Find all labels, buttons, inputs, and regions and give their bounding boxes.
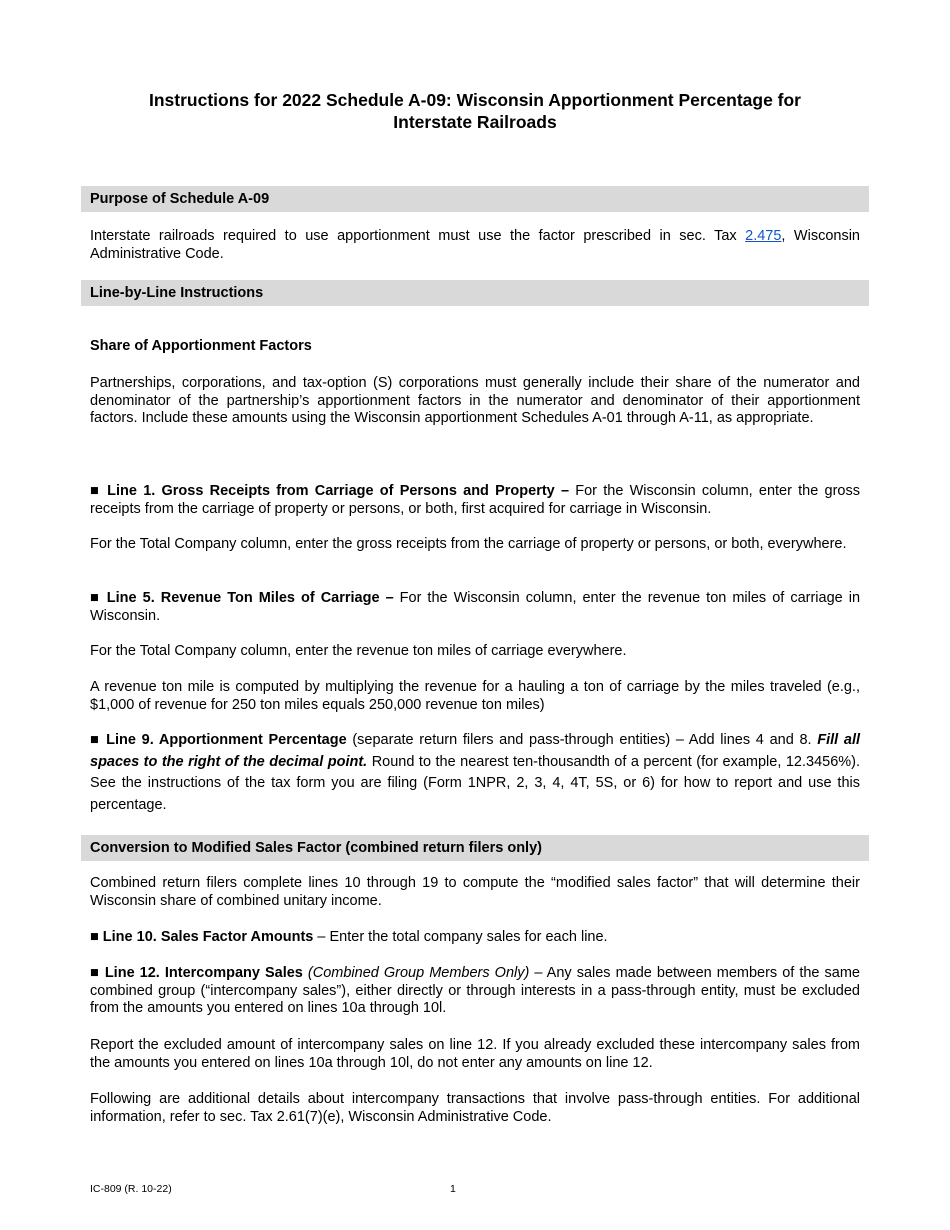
line9-label: Line 9. Apportionment Percentage — [106, 732, 347, 748]
title-line-2: Interstate Railroads — [393, 112, 557, 132]
purpose-paragraph: Interstate railroads required to use apportionment must use the factor prescribed in sec. Tax 2.475, Wisconsin Administrative Code. — [90, 228, 860, 262]
line10-paragraph: ■ Line 10. Sales Factor Amounts – Enter the total company sales for each line. — [90, 929, 608, 945]
line10-label: Line 10. Sales Factor Amounts — [102, 929, 314, 945]
section-heading-line-by-line: Line-by-Line Instructions — [81, 280, 869, 306]
line9-paragraph: ■ Line 9. Apportionment Percentage (separate return filers and pass-through entities) – Add lines 4 and 8. Fill all spaces to the right of the decimal point. Round to the nearest ten-thousandth of a percent (for example, 12.3456%). See the instructions of the tax form you are filing (Form 1NPR, 2, 3, 4, 4T, 5S, or 6) for how to report and use this percentage. — [90, 732, 861, 813]
line12-paragraph: ■ Line 12. Intercompany Sales (Combined Group Members Only) – Any sales made between members of the same combined group (“intercompany sales”), either directly or through interests in a pass-through entity, must be excluded from the amounts you entered on lines 10a through 10l. — [90, 965, 860, 1017]
page-number: 1 — [450, 1183, 456, 1195]
form-id: IC-809 (R. 10-22) — [90, 1183, 172, 1195]
bullet-icon: ■ — [90, 732, 101, 748]
tax-2475-link[interactable]: 2.475 — [745, 228, 782, 244]
share-factors-heading: Share of Apportionment Factors — [90, 338, 312, 354]
bullet-icon: ■ — [90, 965, 100, 981]
ton-mile-paragraph: A revenue ton mile is computed by multiplying the revenue for a hauling a ton of carriage by the miles traveled (e.g., $1,000 of revenue for 250 ton miles equals 250,000 revenue ton miles) — [90, 679, 860, 713]
section-heading-purpose: Purpose of Schedule A-09 — [81, 186, 869, 212]
line12-label: Line 12. Intercompany Sales — [104, 965, 303, 981]
title-line-1: Instructions for 2022 Schedule A-09: Wisconsin Apportionment Percentage for — [149, 90, 801, 110]
conversion-intro-paragraph: Combined return filers complete lines 10 through 19 to compute the “modified sales factor” that will determine their Wisconsin share of combined unitary income. — [90, 875, 860, 909]
report-paragraph: Report the excluded amount of intercompany sales on line 12. If you already excluded these intercompany sales from the amounts you entered on lines 10a through 10l, do not enter any amounts on line 12. — [90, 1037, 860, 1071]
page-title — [100, 89, 850, 133]
bullet-icon: ■ — [90, 590, 101, 606]
line9-emphasis: Fill all spaces to the right of the decimal point. — [90, 732, 861, 770]
line5-label: Line 5. Revenue Ton Miles of Carriage – — [106, 590, 394, 606]
share-factors-paragraph: Partnerships, corporations, and tax-option (S) corporations must generally include their share of the numerator and denominator of the partnership’s apportionment factors in the numerator and denominator of their apportionment factors. Include these amounts using the Wisconsin apportionment Schedules A-01 through A-11, as appropriate. — [90, 375, 860, 427]
line12-qualifier: (Combined Group Members Only) — [302, 965, 530, 981]
line1-paragraph: ■ Line 1. Gross Receipts from Carriage of Persons and Property – For the Wisconsin column, enter the gross receipts from the carriage of property or persons, or both, first acquired for carriage in Wisconsin. — [90, 483, 860, 517]
bullet-icon: ■ — [90, 929, 99, 945]
bullet-icon: ■ — [90, 483, 101, 499]
line5-total-paragraph: For the Total Company column, enter the revenue ton miles of carriage everywhere. — [90, 643, 627, 659]
line1-label: Line 1. Gross Receipts from Carriage of Persons and Property – — [107, 483, 570, 499]
line5-paragraph: ■ Line 5. Revenue Ton Miles of Carriage – For the Wisconsin column, enter the revenue ton miles of carriage in Wisconsin. — [90, 590, 861, 624]
line1-total-paragraph: For the Total Company column, enter the gross receipts from the carriage of property or persons, or both, everywhere. — [90, 536, 847, 552]
following-paragraph: Following are additional details about intercompany transactions that involve pass-through entities. For additional information, refer to sec. Tax 2.61(7)(e), Wisconsin Administrative Code. — [90, 1091, 860, 1125]
section-heading-conversion: Conversion to Modified Sales Factor (combined return filers only) — [81, 835, 869, 861]
